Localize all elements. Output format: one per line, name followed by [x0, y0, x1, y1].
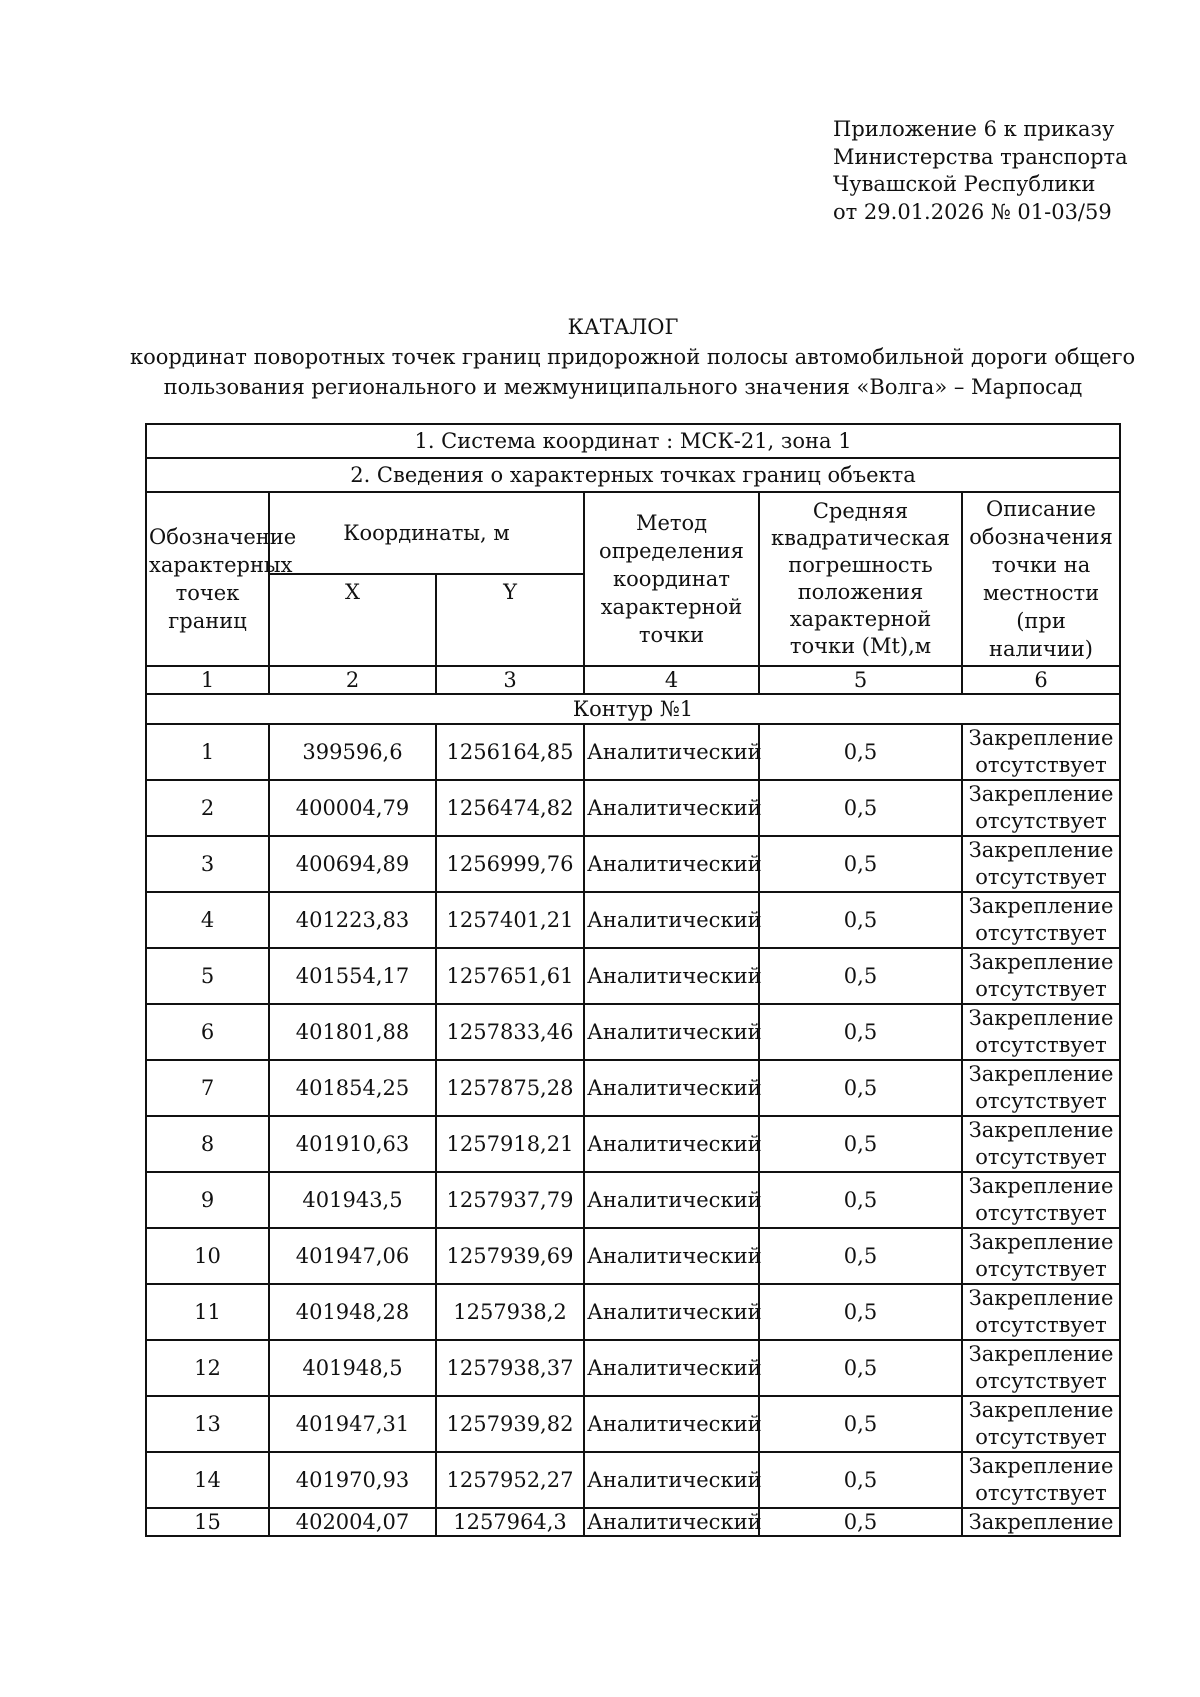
point-number: 1 [146, 724, 269, 780]
method: Аналитический [584, 724, 759, 780]
coordinates-table [145, 423, 1121, 1537]
coord-x: 400694,89 [269, 836, 436, 892]
description: Закрепление отсутствует [962, 1116, 1120, 1172]
description: Закрепление отсутствует [962, 1172, 1120, 1228]
header-method: Метод определения координат характерной точки [584, 492, 759, 666]
point-number: 2 [146, 780, 269, 836]
method: Аналитический [584, 1116, 759, 1172]
table-row [146, 1060, 1120, 1116]
table-row [146, 1396, 1120, 1452]
column-number: 1 [146, 666, 269, 694]
coord-y: 1257939,69 [436, 1228, 584, 1284]
error-value: 0,5 [759, 892, 962, 948]
coord-x: 401947,31 [269, 1396, 436, 1452]
method: Аналитический [584, 1452, 759, 1508]
header-error: Средняя квадратическая погрешность положения характерной точки (Mt),м [759, 492, 962, 666]
point-number: 11 [146, 1284, 269, 1340]
table-row [146, 836, 1120, 892]
table-row [146, 1172, 1120, 1228]
description: Закрепление отсутствует [962, 1060, 1120, 1116]
coord-y: 1256999,76 [436, 836, 584, 892]
error-value: 0,5 [759, 1060, 962, 1116]
error-value: 0,5 [759, 1452, 962, 1508]
point-number: 9 [146, 1172, 269, 1228]
description: Закрепление отсутствует [962, 1004, 1120, 1060]
header-y: Y [436, 574, 584, 666]
title-line: пользования регионального и межмуниципального значения «Волга» – Марпосад [163, 375, 1083, 399]
point-number: 14 [146, 1452, 269, 1508]
coord-y: 1257401,21 [436, 892, 584, 948]
description: Закрепление отсутствует [962, 724, 1120, 780]
method: Аналитический [584, 780, 759, 836]
coord-x: 401947,06 [269, 1228, 436, 1284]
method: Аналитический [584, 1284, 759, 1340]
method: Аналитический [584, 1004, 759, 1060]
description: Закрепление отсутствует [962, 780, 1120, 836]
error-value: 0,5 [759, 1116, 962, 1172]
method: Аналитический [584, 836, 759, 892]
column-number: 2 [269, 666, 436, 694]
description: Закрепление отсутствует [962, 1228, 1120, 1284]
error-value: 0,5 [759, 1228, 962, 1284]
coord-x: 399596,6 [269, 724, 436, 780]
coord-y: 1257651,61 [436, 948, 584, 1004]
error-value: 0,5 [759, 1508, 962, 1536]
appendix-note [833, 116, 1128, 226]
column-number: 5 [759, 666, 962, 694]
coord-x: 401948,5 [269, 1340, 436, 1396]
error-value: 0,5 [759, 1340, 962, 1396]
error-value: 0,5 [759, 1172, 962, 1228]
column-number: 4 [584, 666, 759, 694]
column-number: 3 [436, 666, 584, 694]
description: Закрепление отсутствует [962, 1340, 1120, 1396]
table-row [146, 1452, 1120, 1508]
point-number: 5 [146, 948, 269, 1004]
table-row [146, 724, 1120, 780]
point-number: 4 [146, 892, 269, 948]
error-value: 0,5 [759, 724, 962, 780]
coord-y: 1257952,27 [436, 1452, 584, 1508]
coord-y: 1257939,82 [436, 1396, 584, 1452]
point-number: 8 [146, 1116, 269, 1172]
table-row [146, 1116, 1120, 1172]
coord-x: 401910,63 [269, 1116, 436, 1172]
table-row [146, 1284, 1120, 1340]
table-row [146, 1340, 1120, 1396]
description: Закрепление отсутствует [962, 892, 1120, 948]
error-value: 0,5 [759, 1284, 962, 1340]
coord-x: 401223,83 [269, 892, 436, 948]
table-row [146, 1508, 1120, 1536]
point-number: 15 [146, 1508, 269, 1536]
coord-x: 401554,17 [269, 948, 436, 1004]
coord-y: 1256164,85 [436, 724, 584, 780]
document-title [130, 312, 1136, 402]
description: Закрепление [962, 1508, 1120, 1536]
header-coordinates: Координаты, м [269, 492, 584, 574]
header-x: X [269, 574, 436, 666]
coordinate-system-row: 1. Система координат : МСК-21, зона 1 [146, 424, 1120, 458]
coord-y: 1257964,3 [436, 1508, 584, 1536]
description: Закрепление отсутствует [962, 1396, 1120, 1452]
points-info-row: 2. Сведения о характерных точках границ объекта [146, 458, 1120, 492]
header-description: Описание обозначения точки на местности (при наличии) [962, 492, 1120, 666]
coord-x: 401854,25 [269, 1060, 436, 1116]
title-heading: КАТАЛОГ [567, 315, 679, 339]
coord-x: 402004,07 [269, 1508, 436, 1536]
error-value: 0,5 [759, 780, 962, 836]
description: Закрепление отсутствует [962, 1284, 1120, 1340]
coord-y: 1257833,46 [436, 1004, 584, 1060]
table-row [146, 1004, 1120, 1060]
table-row [146, 780, 1120, 836]
coord-y: 1257938,37 [436, 1340, 584, 1396]
table-row [146, 1228, 1120, 1284]
coord-x: 401801,88 [269, 1004, 436, 1060]
coord-x: 401948,28 [269, 1284, 436, 1340]
coord-y: 1257938,2 [436, 1284, 584, 1340]
description: Закрепление отсутствует [962, 836, 1120, 892]
point-number: 12 [146, 1340, 269, 1396]
point-number: 6 [146, 1004, 269, 1060]
appendix-line: Министерства транспорта [833, 144, 1128, 169]
method: Аналитический [584, 1396, 759, 1452]
appendix-line: от 29.01.2026 № 01-03/59 [833, 199, 1112, 224]
title-line: координат поворотных точек границ придорожной полосы автомобильной дороги общего [130, 345, 1136, 369]
column-number: 6 [962, 666, 1120, 694]
point-number: 3 [146, 836, 269, 892]
coord-x: 400004,79 [269, 780, 436, 836]
error-value: 0,5 [759, 948, 962, 1004]
appendix-line: Чувашской Республики [833, 172, 1096, 196]
contour-label: Контур №1 [146, 694, 1120, 724]
coord-x: 401970,93 [269, 1452, 436, 1508]
method: Аналитический [584, 1228, 759, 1284]
error-value: 0,5 [759, 1004, 962, 1060]
appendix-line: Приложение 6 к приказу [833, 117, 1115, 141]
method: Аналитический [584, 892, 759, 948]
coord-y: 1257875,28 [436, 1060, 584, 1116]
method: Аналитический [584, 1340, 759, 1396]
table-row [146, 892, 1120, 948]
coord-y: 1257937,79 [436, 1172, 584, 1228]
point-number: 13 [146, 1396, 269, 1452]
header-designation: Обозначение характерных точек границ [146, 492, 269, 666]
coord-x: 401943,5 [269, 1172, 436, 1228]
method: Аналитический [584, 1060, 759, 1116]
coord-y: 1257918,21 [436, 1116, 584, 1172]
table-row [146, 948, 1120, 1004]
method: Аналитический [584, 1508, 759, 1536]
method: Аналитический [584, 948, 759, 1004]
description: Закрепление отсутствует [962, 948, 1120, 1004]
error-value: 0,5 [759, 1396, 962, 1452]
method: Аналитический [584, 1172, 759, 1228]
coord-y: 1256474,82 [436, 780, 584, 836]
error-value: 0,5 [759, 836, 962, 892]
point-number: 10 [146, 1228, 269, 1284]
description: Закрепление отсутствует [962, 1452, 1120, 1508]
point-number: 7 [146, 1060, 269, 1116]
